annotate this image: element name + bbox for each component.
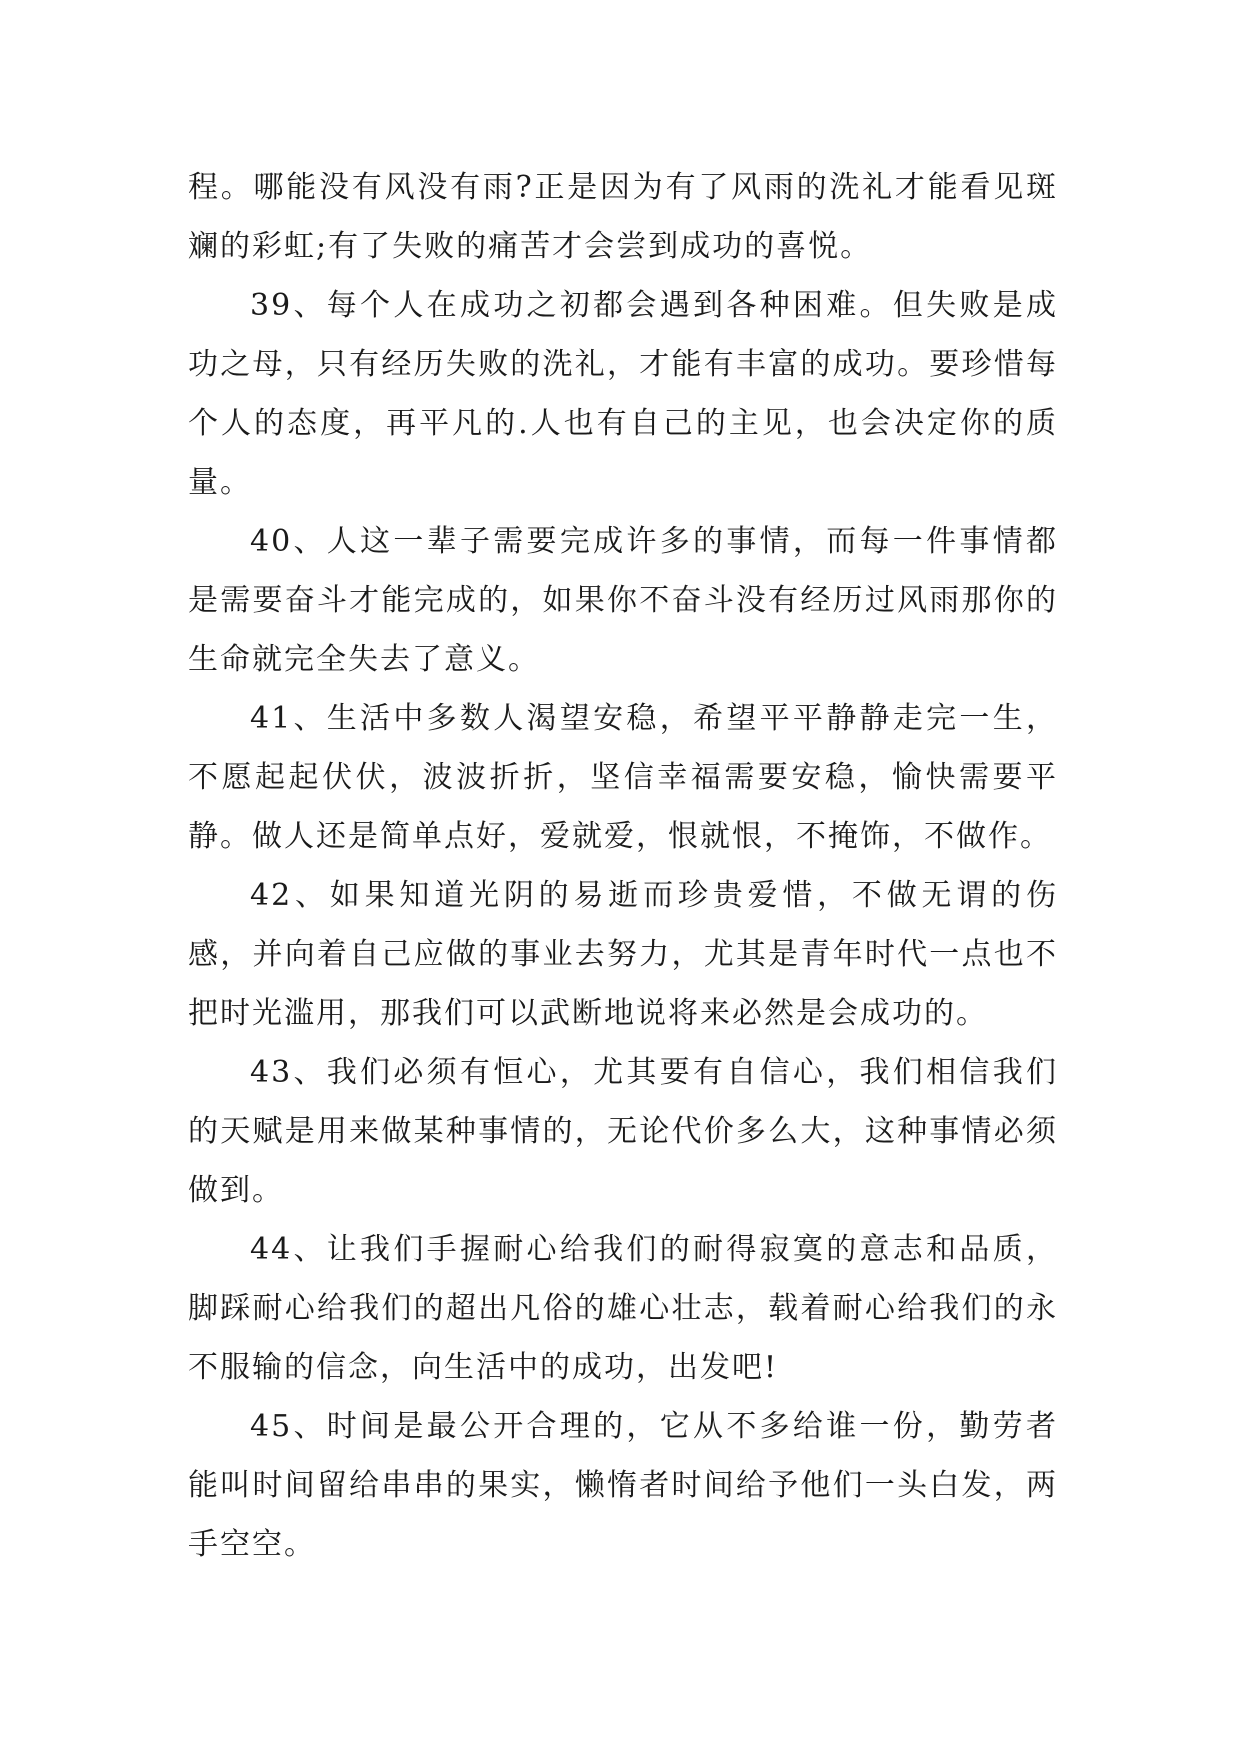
paragraph-continued: 程。哪能没有风没有雨?正是因为有了风雨的洗礼才能看见斑斓的彩虹;有了失败的痛苦才会尝到成功的喜悦。 xyxy=(188,170,1058,264)
paragraph-42: 42、如果知道光阴的易逝而珍贵爱惜，不做无谓的伤感，并向着自己应做的事业去努力，尤其是青年时代一点也不把时光滥用，那我们可以武断地说将来必然是会成功的。 xyxy=(188,878,1058,1031)
paragraph-40: 40、人这一辈子需要完成许多的事情，而每一件事情都是需要奋斗才能完成的，如果你不奋斗没有经历过风雨那你的生命就完全失去了意义。 xyxy=(188,524,1058,677)
paragraph-44: 44、让我们手握耐心给我们的耐得寂寞的意志和品质，脚踩耐心给我们的超出凡俗的雄心壮志，载着耐心给我们的永不服输的信念，向生活中的成功，出发吧! xyxy=(188,1232,1058,1385)
paragraph-43: 43、我们必须有恒心，尤其要有自信心，我们相信我们的天赋是用来做某种事情的，无论代价多么大，这种事情必须做到。 xyxy=(188,1055,1058,1208)
paragraph-45: 45、时间是最公开合理的，它从不多给谁一份，勤劳者能叫时间留给串串的果实，懒惰者时间给予他们一头白发，两手空空。 xyxy=(188,1409,1058,1562)
paragraph-41: 41、生活中多数人渴望安稳，希望平平静静走完一生，不愿起起伏伏，波波折折，坚信幸福需要安稳，愉快需要平静。做人还是简单点好，爱就爱，恨就恨，不掩饰，不做作。 xyxy=(188,701,1058,854)
paragraph-39: 39、每个人在成功之初都会遇到各种困难。但失败是成功之母，只有经历失败的洗礼，才能有丰富的成功。要珍惜每个人的态度，再平凡的.人也有自己的主见，也会决定你的质量。 xyxy=(188,288,1058,500)
document-body xyxy=(188,158,1058,1574)
